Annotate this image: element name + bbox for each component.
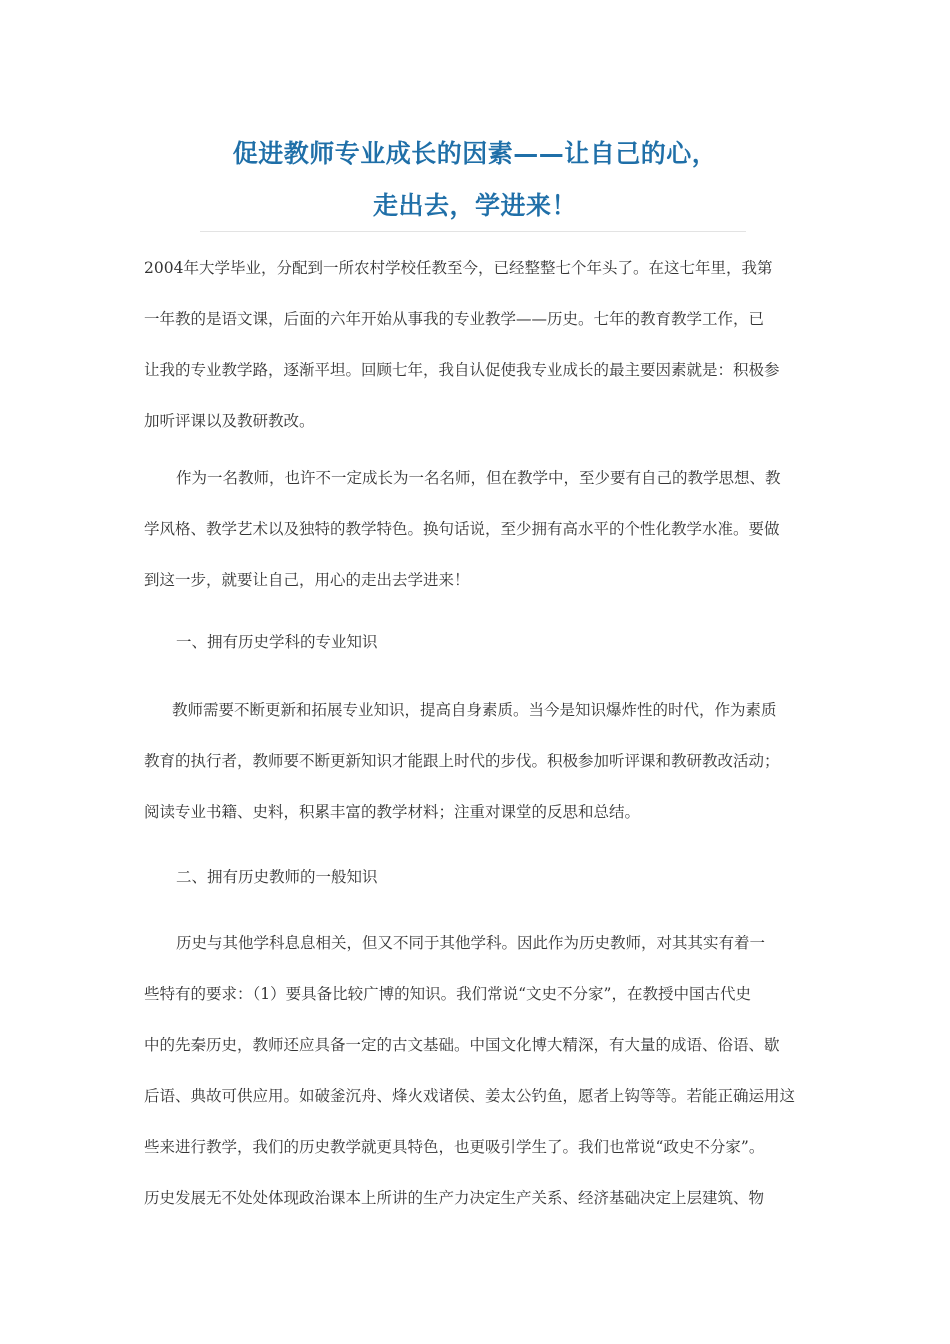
section-heading-1 [144, 617, 812, 668]
paragraph-line: 些特有的要求：（1）要具备比较广博的知识。我们常说“文史不分家”，在教授中国古代史 [144, 985, 751, 1003]
paragraph-line: 2004年大学毕业，分配到一所农村学校任教至今，已经整整七个年头了。在这七年里，我第 [144, 259, 773, 277]
paragraph-2 [144, 453, 812, 606]
paragraph-line: 加听评课以及教研教改。 [144, 412, 315, 430]
paragraph-6 [144, 918, 812, 1224]
paragraph-line: 学风格、教学艺术以及独特的教学特色。换句话说，至少拥有高水平的个性化教学水准。要做 [144, 520, 780, 538]
paragraph-line: 让我的专业教学路，逐渐平坦。回顾七年，我自认促使我专业成长的最主要因素就是：积极参 [144, 361, 780, 379]
paragraph-line: 历史与其他学科息息相关，但又不同于其他学科。因此作为历史教师，对其其实有着一 [176, 934, 766, 952]
paragraph-line: 作为一名教师，也许不一定成长为一名名师，但在教学中，至少要有自己的教学思想、教 [176, 469, 781, 487]
section-heading-text: 一、拥有历史学科的专业知识 [176, 633, 378, 651]
section-heading-2 [144, 852, 812, 903]
document-title-line-2: 走出去，学进来！ [372, 191, 577, 220]
paragraph-4 [144, 685, 812, 838]
paragraph-line: 中的先秦历史，教师还应具备一定的古文基础。中国文化博大精深，有大量的成语、俗语、歇 [144, 1036, 780, 1054]
paragraph-1 [144, 243, 812, 447]
section-heading-text: 二、拥有历史教师的一般知识 [176, 868, 378, 886]
paragraph-line: 历史发展无不处处体现政治课本上所讲的生产力决定生产关系、经济基础决定上层建筑、物 [144, 1189, 765, 1207]
paragraph-line: 到这一步，就要让自己，用心的走出去学进来！ [144, 571, 470, 589]
paragraph-line: 教师需要不断更新和拓展专业知识，提高自身素质。当今是知识爆炸性的时代，作为素质 [172, 701, 777, 719]
paragraph-line: 些来进行教学，我们的历史教学就更具特色，也更吸引学生了。我们也常说“政史不分家”。 [144, 1138, 765, 1156]
paragraph-line: 教育的执行者，教师要不断更新知识才能跟上时代的步伐。积极参加听评课和教研教改活动； [144, 752, 780, 770]
paragraph-line: 阅读专业书籍、史料，积累丰富的教学材料；注重对课堂的反思和总结。 [144, 803, 641, 821]
paragraph-line: 一年教的是语文课，后面的六年开始从事我的专业教学——历史。七年的教育教学工作，已 [144, 310, 765, 328]
document-title-line-1: 促进教师专业成长的因素——让自己的心， [232, 139, 718, 168]
paragraph-line: 后语、典故可供应用。如破釜沉舟、烽火戏诸侯、姜太公钓鱼，愿者上钩等等。若能正确运用这 [144, 1087, 796, 1105]
title-divider [200, 231, 746, 232]
